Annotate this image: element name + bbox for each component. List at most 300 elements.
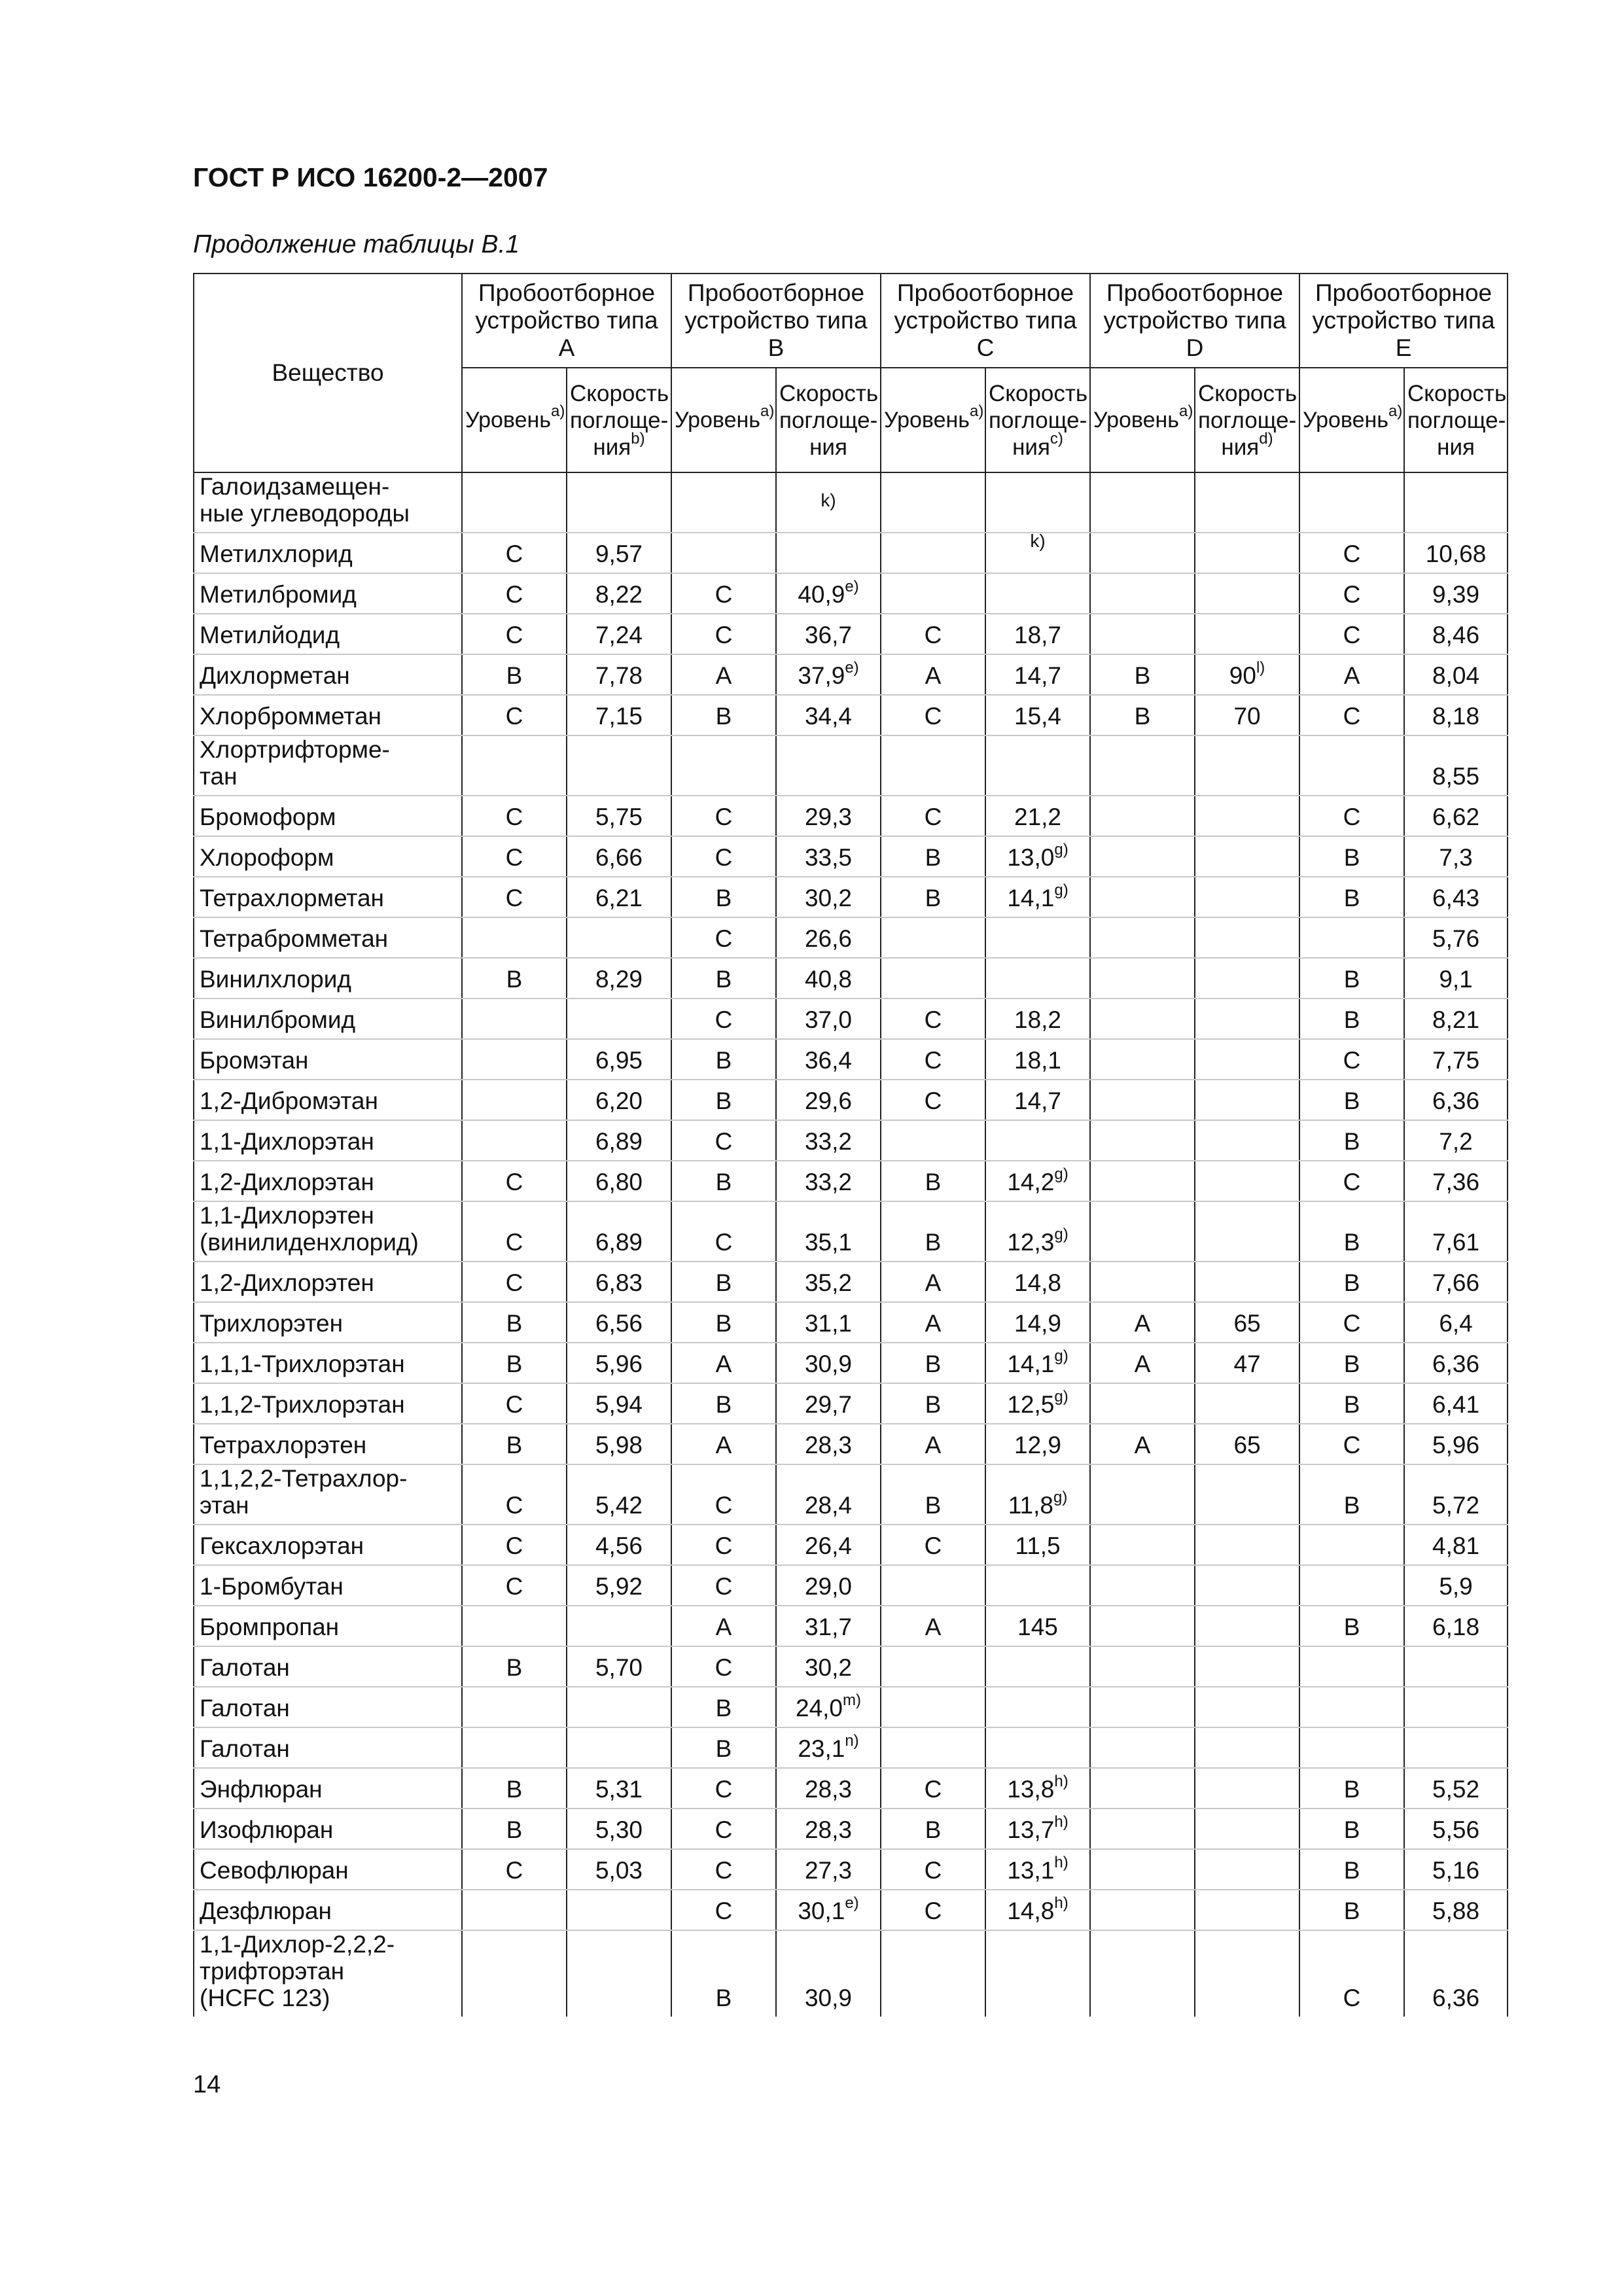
uptake-rate-cell: [985, 1606, 1090, 1646]
cell-value: 33,2: [804, 1169, 852, 1195]
cell-value: 30,1: [798, 1898, 845, 1924]
level-cell: [1299, 1383, 1404, 1424]
level-cell: [671, 1302, 776, 1343]
level-cell: [1090, 1687, 1195, 1727]
level-cell: [1090, 1809, 1195, 1849]
table-row: [194, 836, 1508, 877]
uptake-rate-cell: [1195, 917, 1299, 958]
uptake-rate-cell: [1404, 1120, 1508, 1161]
uptake-rate-cell: [1195, 1302, 1299, 1343]
cell-value: 8,22: [595, 581, 643, 608]
cell-value: 6,21: [595, 885, 643, 911]
cell-value: 6,43: [1432, 885, 1480, 911]
uptake-rate-cell: [776, 1262, 881, 1302]
level-cell: [462, 1343, 567, 1383]
substance-uptake-table: [193, 273, 1508, 2017]
table-row: [194, 1161, 1508, 1201]
uptake-rate-cell: [1404, 573, 1508, 614]
cell-value: 8,55: [1432, 763, 1480, 790]
cell-value: 5,72: [1432, 1492, 1480, 1519]
uptake-rate-cell: [776, 1565, 881, 1606]
level-cell: [1090, 1890, 1195, 1930]
substance-cell: [194, 1768, 462, 1809]
table-body: [194, 472, 1508, 2017]
substance-cell: [194, 1809, 462, 1849]
substance-name: 1,1,2,2-Тетрахлор- этан: [200, 1465, 408, 1519]
cell-value: C: [1343, 703, 1361, 730]
level-cell: [1090, 1727, 1195, 1768]
level-cell: [671, 958, 776, 998]
level-cell: [462, 1383, 567, 1424]
level-cell: [1299, 877, 1404, 917]
cell-value: 29,3: [804, 804, 852, 830]
level-cell: [1090, 1161, 1195, 1201]
level-cell: [1299, 1201, 1404, 1262]
uptake-rate-cell: [1195, 1565, 1299, 1606]
uptake-rate-cell: [567, 1606, 671, 1646]
footnote-mark: k): [821, 490, 836, 510]
table-row: [194, 1687, 1508, 1727]
uptake-rate-cell: [1195, 472, 1299, 533]
level-cell: [1090, 1565, 1195, 1606]
level-cell: [1299, 998, 1404, 1039]
uptake-rate-cell: [1404, 1890, 1508, 1930]
uptake-rate-cell: [1404, 998, 1508, 1039]
cell-value: 30,9: [804, 1351, 852, 1377]
level-cell: [671, 1565, 776, 1606]
level-cell: [1090, 1768, 1195, 1809]
uptake-rate-cell: [567, 1809, 671, 1849]
cell-value: C: [505, 622, 523, 648]
uptake-rate-cell: [1195, 1809, 1299, 1849]
substance-name: Хлортрифторме- тан: [200, 736, 390, 790]
cell-value: 9,39: [1432, 581, 1480, 608]
cell-value: 8,46: [1432, 622, 1480, 648]
cell-value: 23,1: [798, 1735, 845, 1762]
cell-value: A: [1134, 1351, 1151, 1377]
uptake-rate-cell: [1195, 1383, 1299, 1424]
uptake-rate-cell: [985, 836, 1090, 877]
level-cell: [671, 1890, 776, 1930]
uptake-rate-cell: [1195, 1262, 1299, 1302]
level-cell: [671, 573, 776, 614]
footnote-ref: l): [1256, 658, 1265, 677]
cell-value: 8,29: [595, 966, 643, 993]
table-row: [194, 1565, 1508, 1606]
level-cell: [671, 1383, 776, 1424]
uptake-rate-cell: [1195, 1120, 1299, 1161]
cell-value: C: [715, 1816, 733, 1843]
level-cell: [881, 1039, 985, 1080]
level-cell: [1299, 472, 1404, 533]
cell-value: B: [1343, 1269, 1360, 1296]
cell-value: 8,04: [1432, 662, 1480, 689]
cell-value: 7,24: [595, 622, 643, 648]
level-cell: [1090, 917, 1195, 958]
substance-name: Дихлорметан: [200, 662, 350, 689]
cell-value: B: [925, 844, 942, 871]
cell-value: 18,7: [1014, 622, 1062, 648]
uptake-rate-cell: [1404, 1201, 1508, 1262]
level-cell: [881, 1849, 985, 1890]
cell-value: C: [505, 703, 523, 730]
level-cell: [1299, 1525, 1404, 1565]
uptake-rate-cell: [1404, 1039, 1508, 1080]
level-cell: [881, 1525, 985, 1565]
cell-value: C: [924, 1532, 942, 1559]
level-cell: [881, 1343, 985, 1383]
level-cell: [1299, 796, 1404, 836]
level-cell: [1299, 1727, 1404, 1768]
cell-value: 7,75: [1432, 1047, 1480, 1074]
cell-value: 14,9: [1014, 1310, 1062, 1337]
footnote-ref: e): [845, 1894, 859, 1912]
uptake-rate-cell: [776, 533, 881, 573]
cell-value: B: [1343, 1351, 1360, 1377]
substance-cell: [194, 1646, 462, 1687]
uptake-rate-cell: [985, 1809, 1090, 1849]
table-row: [194, 1201, 1508, 1262]
uptake-rate-cell: [567, 1039, 671, 1080]
level-cell: [881, 1727, 985, 1768]
cell-value: 5,98: [595, 1432, 643, 1458]
cell-value: 5,92: [595, 1573, 643, 1600]
cell-value: C: [715, 925, 733, 952]
cell-value: B: [506, 662, 523, 689]
level-cell: [881, 1687, 985, 1727]
level-cell: [671, 1525, 776, 1565]
header-rate-label: Скорость поглоще-ния: [1198, 380, 1297, 460]
cell-value: C: [505, 540, 523, 567]
cell-value: C: [715, 1128, 733, 1155]
cell-value: 34,4: [804, 703, 852, 730]
level-cell: [1299, 1262, 1404, 1302]
table-row: [194, 1383, 1508, 1424]
cell-value: A: [1343, 662, 1360, 689]
cell-value: A: [715, 1432, 732, 1458]
cell-value: B: [506, 1432, 523, 1458]
level-cell: [462, 695, 567, 735]
substance-cell: [194, 796, 462, 836]
uptake-rate-cell: [776, 1201, 881, 1262]
footnote-ref: g): [1054, 1387, 1068, 1405]
level-cell: [881, 836, 985, 877]
cell-value: 5,56: [1432, 1816, 1480, 1843]
uptake-rate-cell: [1195, 1464, 1299, 1525]
cell-value: 14,7: [1014, 662, 1062, 689]
level-cell: [1090, 1383, 1195, 1424]
cell-value: 7,66: [1432, 1269, 1480, 1296]
level-cell: [462, 1464, 567, 1525]
substance-name: Бромпропан: [200, 1614, 340, 1640]
header-level: [462, 368, 567, 472]
level-cell: [881, 573, 985, 614]
substance-cell: [194, 836, 462, 877]
cell-value: 6,18: [1432, 1614, 1480, 1640]
cell-value: 35,2: [804, 1269, 852, 1296]
level-cell: [462, 614, 567, 654]
level-cell: [881, 1768, 985, 1809]
cell-value: C: [715, 1229, 733, 1256]
header-rate: [567, 368, 671, 472]
cell-value: 5,52: [1432, 1776, 1480, 1803]
cell-value: C: [505, 1269, 523, 1296]
uptake-rate-cell: [776, 796, 881, 836]
cell-value: 31,7: [804, 1614, 852, 1640]
cell-value: A: [925, 1310, 942, 1337]
cell-value: 14,2: [1007, 1169, 1055, 1195]
cell-value: 6,41: [1432, 1391, 1480, 1418]
table-row: [194, 1080, 1508, 1120]
footnote-mark: k): [1030, 531, 1046, 551]
substance-name: 1,1,2-Трихлорэтан: [200, 1391, 405, 1418]
uptake-rate-cell: [1404, 1809, 1508, 1849]
level-cell: [671, 695, 776, 735]
cell-value: 28,3: [804, 1776, 852, 1803]
cell-value: 5,03: [595, 1857, 643, 1884]
uptake-rate-cell: [1404, 877, 1508, 917]
table-row: [194, 472, 1508, 533]
uptake-rate-cell: [776, 1383, 881, 1424]
cell-value: C: [505, 1492, 523, 1519]
level-cell: [462, 1930, 567, 2017]
level-cell: [671, 1039, 776, 1080]
table-row: [194, 1727, 1508, 1768]
uptake-rate-cell: [776, 1080, 881, 1120]
table-row: [194, 877, 1508, 917]
cell-value: 26,6: [804, 925, 852, 952]
cell-value: C: [505, 581, 523, 608]
level-cell: [1299, 917, 1404, 958]
uptake-rate-cell: [1195, 1727, 1299, 1768]
substance-cell: [194, 1525, 462, 1565]
substance-name: Галоидзамещен- ные углеводороды: [200, 473, 410, 527]
uptake-rate-cell: [985, 1302, 1090, 1343]
substance-name: Гексахлорэтан: [200, 1532, 364, 1559]
level-cell: [462, 533, 567, 573]
cell-value: B: [925, 1229, 942, 1256]
cell-value: 8,21: [1432, 1006, 1480, 1033]
header-rate-label: Скорость поглоще-ния: [779, 380, 879, 460]
level-cell: [1090, 1262, 1195, 1302]
cell-value: B: [1134, 662, 1151, 689]
cell-value: 6,4: [1439, 1310, 1473, 1337]
level-cell: [881, 1606, 985, 1646]
level-cell: [1090, 1849, 1195, 1890]
substance-cell: [194, 1302, 462, 1343]
level-cell: [1090, 614, 1195, 654]
cell-value: C: [715, 1898, 733, 1924]
substance-name: Бромэтан: [200, 1047, 309, 1074]
level-cell: [881, 695, 985, 735]
header-rate-label: Скорость поглоще-ния: [1407, 380, 1507, 460]
footnote-ref: g): [1054, 1347, 1068, 1365]
cell-value: 18,1: [1014, 1047, 1062, 1074]
cell-value: B: [715, 1735, 732, 1762]
uptake-rate-cell: [567, 958, 671, 998]
cell-value: A: [1134, 1432, 1151, 1458]
level-cell: [671, 1464, 776, 1525]
level-cell: [1090, 1646, 1195, 1687]
uptake-rate-cell: [1195, 1424, 1299, 1464]
uptake-rate-cell: [776, 614, 881, 654]
cell-value: B: [715, 966, 732, 993]
uptake-rate-cell: [567, 1930, 671, 2017]
footnote-ref: m): [843, 1691, 861, 1709]
uptake-rate-cell: [985, 1727, 1090, 1768]
uptake-rate-cell: [1404, 1525, 1508, 1565]
uptake-rate-cell: [985, 654, 1090, 695]
cell-value: 37,0: [804, 1006, 852, 1033]
level-cell: [881, 1161, 985, 1201]
uptake-rate-cell: [1404, 1080, 1508, 1120]
cell-value: 90: [1229, 662, 1256, 689]
uptake-rate-cell: [567, 1525, 671, 1565]
level-cell: [671, 1262, 776, 1302]
cell-value: C: [715, 1532, 733, 1559]
cell-value: B: [506, 966, 523, 993]
uptake-rate-cell: [1404, 1343, 1508, 1383]
level-cell: [1299, 1302, 1404, 1343]
level-cell: [1090, 1930, 1195, 2017]
cell-value: B: [1343, 1087, 1360, 1114]
level-cell: [462, 1809, 567, 1849]
cell-value: A: [925, 1432, 942, 1458]
uptake-rate-cell: [776, 917, 881, 958]
header-group-a: Пробоотборное устройство типа A: [462, 274, 671, 368]
uptake-rate-cell: [567, 1343, 671, 1383]
cell-value: 5,70: [595, 1654, 643, 1681]
substance-name: 1,1,1-Трихлорэтан: [200, 1351, 405, 1377]
substance-cell: [194, 533, 462, 573]
cell-value: 4,81: [1432, 1532, 1480, 1559]
level-cell: [462, 1646, 567, 1687]
level-cell: [671, 836, 776, 877]
table-row: [194, 1343, 1508, 1383]
substance-cell: [194, 735, 462, 796]
cell-value: C: [715, 1776, 733, 1803]
cell-value: 30,9: [804, 1985, 852, 2011]
level-cell: [671, 472, 776, 533]
cell-value: C: [924, 1776, 942, 1803]
table-row: [194, 958, 1508, 998]
cell-value: 4,56: [595, 1532, 643, 1559]
cell-value: C: [505, 1857, 523, 1884]
cell-value: B: [715, 1391, 732, 1418]
cell-value: B: [506, 1776, 523, 1803]
footnote-ref: h): [1054, 1772, 1068, 1790]
table-row: [194, 614, 1508, 654]
cell-value: 12,3: [1007, 1229, 1055, 1256]
cell-value: 9,1: [1439, 966, 1473, 993]
substance-cell: [194, 614, 462, 654]
table-row: [194, 1930, 1508, 2017]
level-cell: [671, 796, 776, 836]
uptake-rate-cell: [776, 998, 881, 1039]
header-level-label: Уровень: [1093, 407, 1179, 433]
cell-value: B: [715, 1087, 732, 1114]
level-cell: [671, 1606, 776, 1646]
level-cell: [1090, 472, 1195, 533]
level-cell: [1090, 836, 1195, 877]
uptake-rate-cell: [567, 796, 671, 836]
substance-name: Винилхлорид: [200, 966, 351, 993]
header-rate: [1195, 368, 1299, 472]
substance-name: Галотан: [200, 1695, 290, 1722]
header-rate-label: Скорость поглоще-ния: [570, 380, 669, 460]
uptake-rate-cell: [1404, 1606, 1508, 1646]
uptake-rate-cell: [567, 573, 671, 614]
cell-value: 36,7: [804, 622, 852, 648]
substance-name: Тетрабромметан: [200, 925, 389, 952]
substance-name: Севофлюран: [200, 1857, 349, 1884]
uptake-rate-cell: [1195, 998, 1299, 1039]
level-cell: [671, 1080, 776, 1120]
uptake-rate-cell: [1195, 1768, 1299, 1809]
level-cell: [462, 1727, 567, 1768]
level-cell: [671, 877, 776, 917]
cell-value: 40,9: [798, 581, 845, 608]
cell-value: 5,31: [595, 1776, 643, 1803]
cell-value: B: [715, 1310, 732, 1337]
level-cell: [1299, 1039, 1404, 1080]
uptake-rate-cell: [776, 836, 881, 877]
uptake-rate-cell: [1195, 1606, 1299, 1646]
cell-value: 145: [1017, 1614, 1058, 1640]
cell-value: C: [924, 1898, 942, 1924]
uptake-rate-cell: [1404, 1849, 1508, 1890]
level-cell: [881, 1464, 985, 1525]
cell-value: B: [715, 1695, 732, 1722]
level-cell: [462, 796, 567, 836]
header-rate-sup: c): [1050, 429, 1063, 448]
uptake-rate-cell: [1195, 1525, 1299, 1565]
uptake-rate-cell: [1404, 1262, 1508, 1302]
footnote-ref: h): [1054, 1812, 1068, 1831]
level-cell: [881, 735, 985, 796]
uptake-rate-cell: [567, 1890, 671, 1930]
uptake-rate-cell: [567, 1161, 671, 1201]
level-cell: [671, 1930, 776, 2017]
header-level-sup: a): [1388, 402, 1403, 421]
uptake-rate-cell: [567, 1464, 671, 1525]
uptake-rate-cell: [985, 1343, 1090, 1383]
uptake-rate-cell: [985, 1768, 1090, 1809]
uptake-rate-cell: [1195, 1646, 1299, 1687]
cell-value: 33,2: [804, 1128, 852, 1155]
uptake-rate-cell: [1195, 836, 1299, 877]
substance-name: 1,1-Дихлорэтан: [200, 1128, 374, 1155]
header-level: [881, 368, 985, 472]
uptake-rate-cell: [1195, 796, 1299, 836]
level-cell: [1090, 1080, 1195, 1120]
uptake-rate-cell: [985, 1161, 1090, 1201]
level-cell: [1090, 1464, 1195, 1525]
level-cell: [1090, 533, 1195, 573]
level-cell: [881, 1302, 985, 1343]
header-rate: [985, 368, 1090, 472]
level-cell: [671, 533, 776, 573]
cell-value: C: [924, 1087, 942, 1114]
uptake-rate-cell: [567, 1849, 671, 1890]
level-cell: [671, 1120, 776, 1161]
level-cell: [462, 1161, 567, 1201]
uptake-rate-cell: [985, 1080, 1090, 1120]
cell-value: 18,2: [1014, 1006, 1062, 1033]
substance-cell: [194, 1039, 462, 1080]
uptake-rate-cell: [985, 877, 1090, 917]
cell-value: C: [1343, 1047, 1361, 1074]
